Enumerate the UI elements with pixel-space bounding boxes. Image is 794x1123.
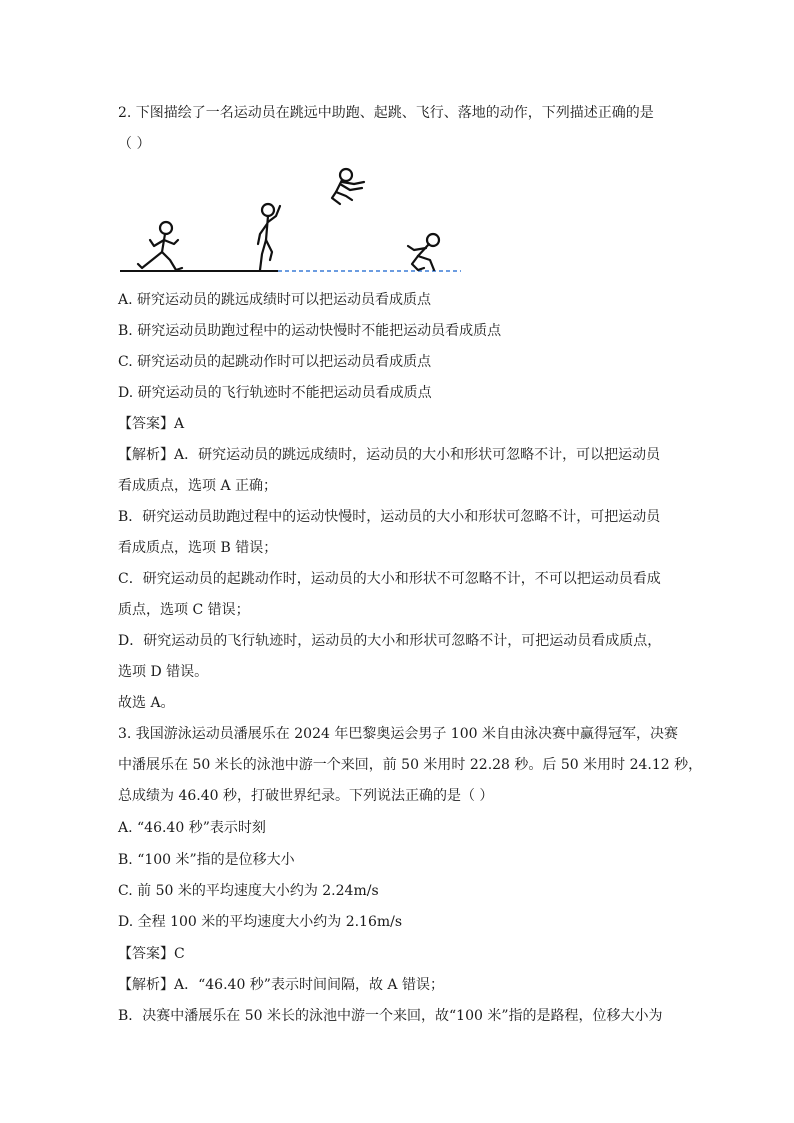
- q2-option-d: D. 研究运动员的飞行轨迹时不能把运动员看成质点: [118, 385, 432, 401]
- q2-stem: 2. 下图描绘了一名运动员在跳远中助跑、起跳、飞行、落地的动作，下列描述正确的是: [118, 105, 654, 121]
- q2-analysis-line: D．研究运动员的飞行轨迹时，运动员的大小和形状可忽略不计，可把运动员看成质点，: [118, 633, 662, 649]
- q3-option-b: B. “100 米”指的是位移大小: [118, 852, 295, 868]
- long-jump-figure: [118, 160, 468, 280]
- q3-stem-line: 中潘展乐在 50 米长的泳池中游一个来回，前 50 米用时 22.28 秒。后 50 米用时 24.12 秒，: [118, 757, 703, 773]
- q2-analysis-line: 看成质点，选项 B 错误；: [118, 540, 278, 556]
- q3-option-a: A. “46.40 秒”表示时刻: [118, 820, 266, 836]
- q2-conclusion: 故选 A。: [118, 695, 175, 711]
- takeoff-figure: [258, 204, 280, 270]
- runner-figure: [138, 222, 182, 270]
- q2-analysis-line: 选项 D 错误。: [118, 664, 209, 680]
- q2-analysis-line: C．研究运动员的起跳动作时，运动员的大小和形状不可忽略不计，不可以把运动员看成: [118, 571, 661, 587]
- q3-stem-line: 3. 我国游泳运动员潘展乐在 2024 年巴黎奥运会男子 100 米自由泳决赛中赢得冠军，决赛: [118, 726, 678, 742]
- q2-option-c: C. 研究运动员的起跳动作时可以把运动员看成质点: [118, 354, 432, 370]
- landing-figure: [408, 234, 439, 270]
- q2-analysis-line: 看成质点，选项 A 正确；: [118, 478, 278, 494]
- q3-answer: 【答案】C: [118, 946, 185, 962]
- q2-option-a: A. 研究运动员的跳远成绩时可以把运动员看成质点: [118, 292, 432, 308]
- q2-answer-paren: （ ）: [118, 136, 151, 152]
- q3-analysis-line: 【解析】A．“46.40 秒”表示时间间隔，故 A 错误；: [118, 977, 444, 993]
- q3-option-d: D. 全程 100 米的平均速度大小约为 2.16m/s: [118, 914, 403, 930]
- flight-figure: [332, 169, 364, 204]
- q2-analysis-line: B．研究运动员助跑过程中的运动快慢时，运动员的大小和形状可忽略不计，可把运动员: [118, 509, 661, 525]
- q2-analysis-line: 【解析】A．研究运动员的跳远成绩时，运动员的大小和形状可忽略不计，可以把运动员: [118, 447, 661, 463]
- q3-analysis-line: B．决赛中潘展乐在 50 米长的泳池中游一个来回，故“100 米”指的是路程，位移大小为: [118, 1008, 663, 1024]
- q3-stem-line: 总成绩为 46.40 秒，打破世界纪录。下列说法正确的是（ ）: [118, 788, 494, 804]
- q2-option-b: B. 研究运动员助跑过程中的运动快慢时不能把运动员看成质点: [118, 323, 502, 339]
- q2-answer: 【答案】A: [118, 416, 185, 432]
- q2-analysis-line: 质点，选项 C 错误；: [118, 602, 250, 618]
- q3-option-c: C. 前 50 米的平均速度大小约为 2.24m/s: [118, 883, 379, 899]
